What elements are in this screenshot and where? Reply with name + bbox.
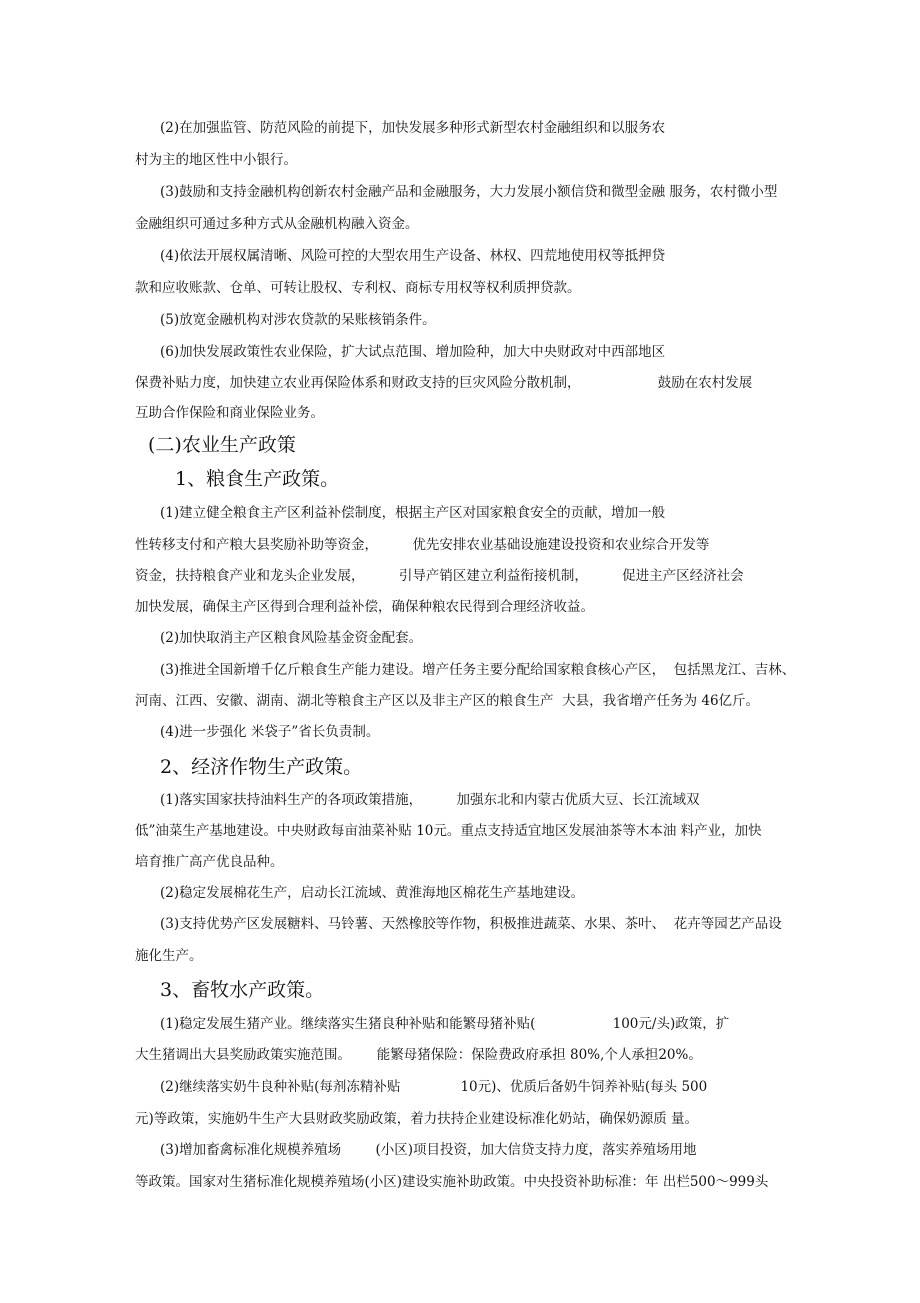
paragraph-line: 款和应收账款、仓单、可转让股权、专利权、商标专用权等权利质押贷款。: [135, 280, 581, 296]
paragraph-line: 加快发展，确保主产区得到合理利益补偿，确保种粮农民得到合理经济收益。: [135, 599, 594, 615]
paragraph-line: (2)在加强监管、防范风险的前提下，加快发展多种形式新型农村金融组织和以服务农: [160, 120, 666, 136]
subsection-heading: 3、畜牧水产政策。: [160, 979, 325, 1001]
paragraph-line: 施化生产。: [135, 948, 203, 964]
paragraph-line: (3)支持优势产区发展糖料、马铃薯、天然橡胶等作物，积极推进蔬菜、水果、茶叶、 花卉等园艺产品设: [160, 916, 782, 932]
paragraph-line: 等政策。国家对生猪标准化规模养殖场(小区)建设实施补助政策。中央投资补助标准：年 出栏500～999头: [135, 1174, 769, 1190]
paragraph-line: 资金，扶持粮食产业和龙头企业发展， 引导产销区建立利益衔接机制， 促进主产区经济社会: [135, 568, 744, 584]
subsection-heading: 2、经济作物生产政策。: [160, 756, 363, 778]
paragraph-line: 河南、江西、安徽、湖南、湖北等粮食主产区以及非主产区的粮食生产 大县，我省增产任务为 46亿斤。: [135, 693, 760, 709]
paragraph-line: 互助合作保险和商业保险业务。: [135, 405, 324, 421]
paragraph-line: (5)放宽金融机构对涉农贷款的呆账核销条件。: [160, 312, 436, 328]
paragraph-line: 大生猪调出大县奖励政策实施范围。 能繁母猪保险：保险费政府承担 80%,个人承担20%。: [135, 1047, 702, 1063]
subsection-heading: 1、粮食生产政策。: [175, 468, 340, 490]
paragraph-line: 培育推广高产优良品种。: [135, 854, 284, 870]
paragraph-line: (1)建立健全粮食主产区利益补偿制度，根据主产区对国家粮食安全的贡献，增加一般: [160, 505, 666, 521]
paragraph-line: 村为主的地区性中小银行。: [135, 152, 297, 168]
paragraph-line: (3)增加畜禽标准化规模养殖场 (小区)项目投资，加大信贷支持力度，落实养殖场用地: [160, 1142, 697, 1158]
paragraph-line: 保费补贴力度，加快建立农业再保险体系和财政支持的巨灾风险分散机制， 鼓励在农村发展: [135, 375, 753, 391]
paragraph-line: (4)进一步强化 米袋子”省长负责制。: [160, 724, 380, 740]
paragraph-line: (2)继续落实奶牛良种补贴(每剂冻精补贴 10元)、优质后备奶牛饲养补贴(每头 500: [160, 1079, 708, 1095]
section-heading: (二)农业生产政策: [148, 434, 296, 456]
paragraph-line: 低”油菜生产基地建设。中央财政每亩油菜补贴 10元。重点支持适宜地区发展油茶等木本油 料产业，加快: [135, 823, 762, 839]
paragraph-line: (3)鼓励和支持金融机构创新农村金融产品和金融服务，大力发展小额信贷和微型金融 服务，农村微小型: [160, 184, 778, 200]
paragraph-line: (1)稳定发展生猪产业。继续落实生猪良种补贴和能繁母猪补贴( 100元/头)政策，扩: [160, 1016, 730, 1032]
paragraph-line: (1)落实国家扶持油料生产的各项政策措施， 加强东北和内蒙古优质大豆、长江流域双: [160, 792, 700, 808]
paragraph-line: 元)等政策，实施奶牛生产大县财政奖励政策，着力扶持企业建设标准化奶站，确保奶源质 量。: [135, 1111, 699, 1127]
paragraph-line: 性转移支付和产粮大县奖励补助等资金， 优先安排农业基础设施建设投资和农业综合开发等: [135, 537, 710, 553]
paragraph-line: (4)依法开展权属清晰、风险可控的大型农用生产设备、林权、四荒地使用权等抵押贷: [160, 248, 666, 264]
paragraph-line: 金融组织可通过多种方式从金融机构融入资金。: [135, 216, 419, 232]
paragraph-line: (2)稳定发展棉花生产，启动长江流域、黄淮海地区棉花生产基地建设。: [160, 885, 585, 901]
paragraph-line: (2)加快取消主产区粮食风险基金资金配套。: [160, 630, 423, 646]
paragraph-line: (3)推进全国新增千亿斤粮食生产能力建设。增产任务主要分配给国家粮食核心产区， 包括黑龙江、吉林、: [160, 662, 796, 678]
paragraph-line: (6)加快发展政策性农业保险，扩大试点范围、增加险种，加大中央财政对中西部地区: [160, 344, 666, 360]
